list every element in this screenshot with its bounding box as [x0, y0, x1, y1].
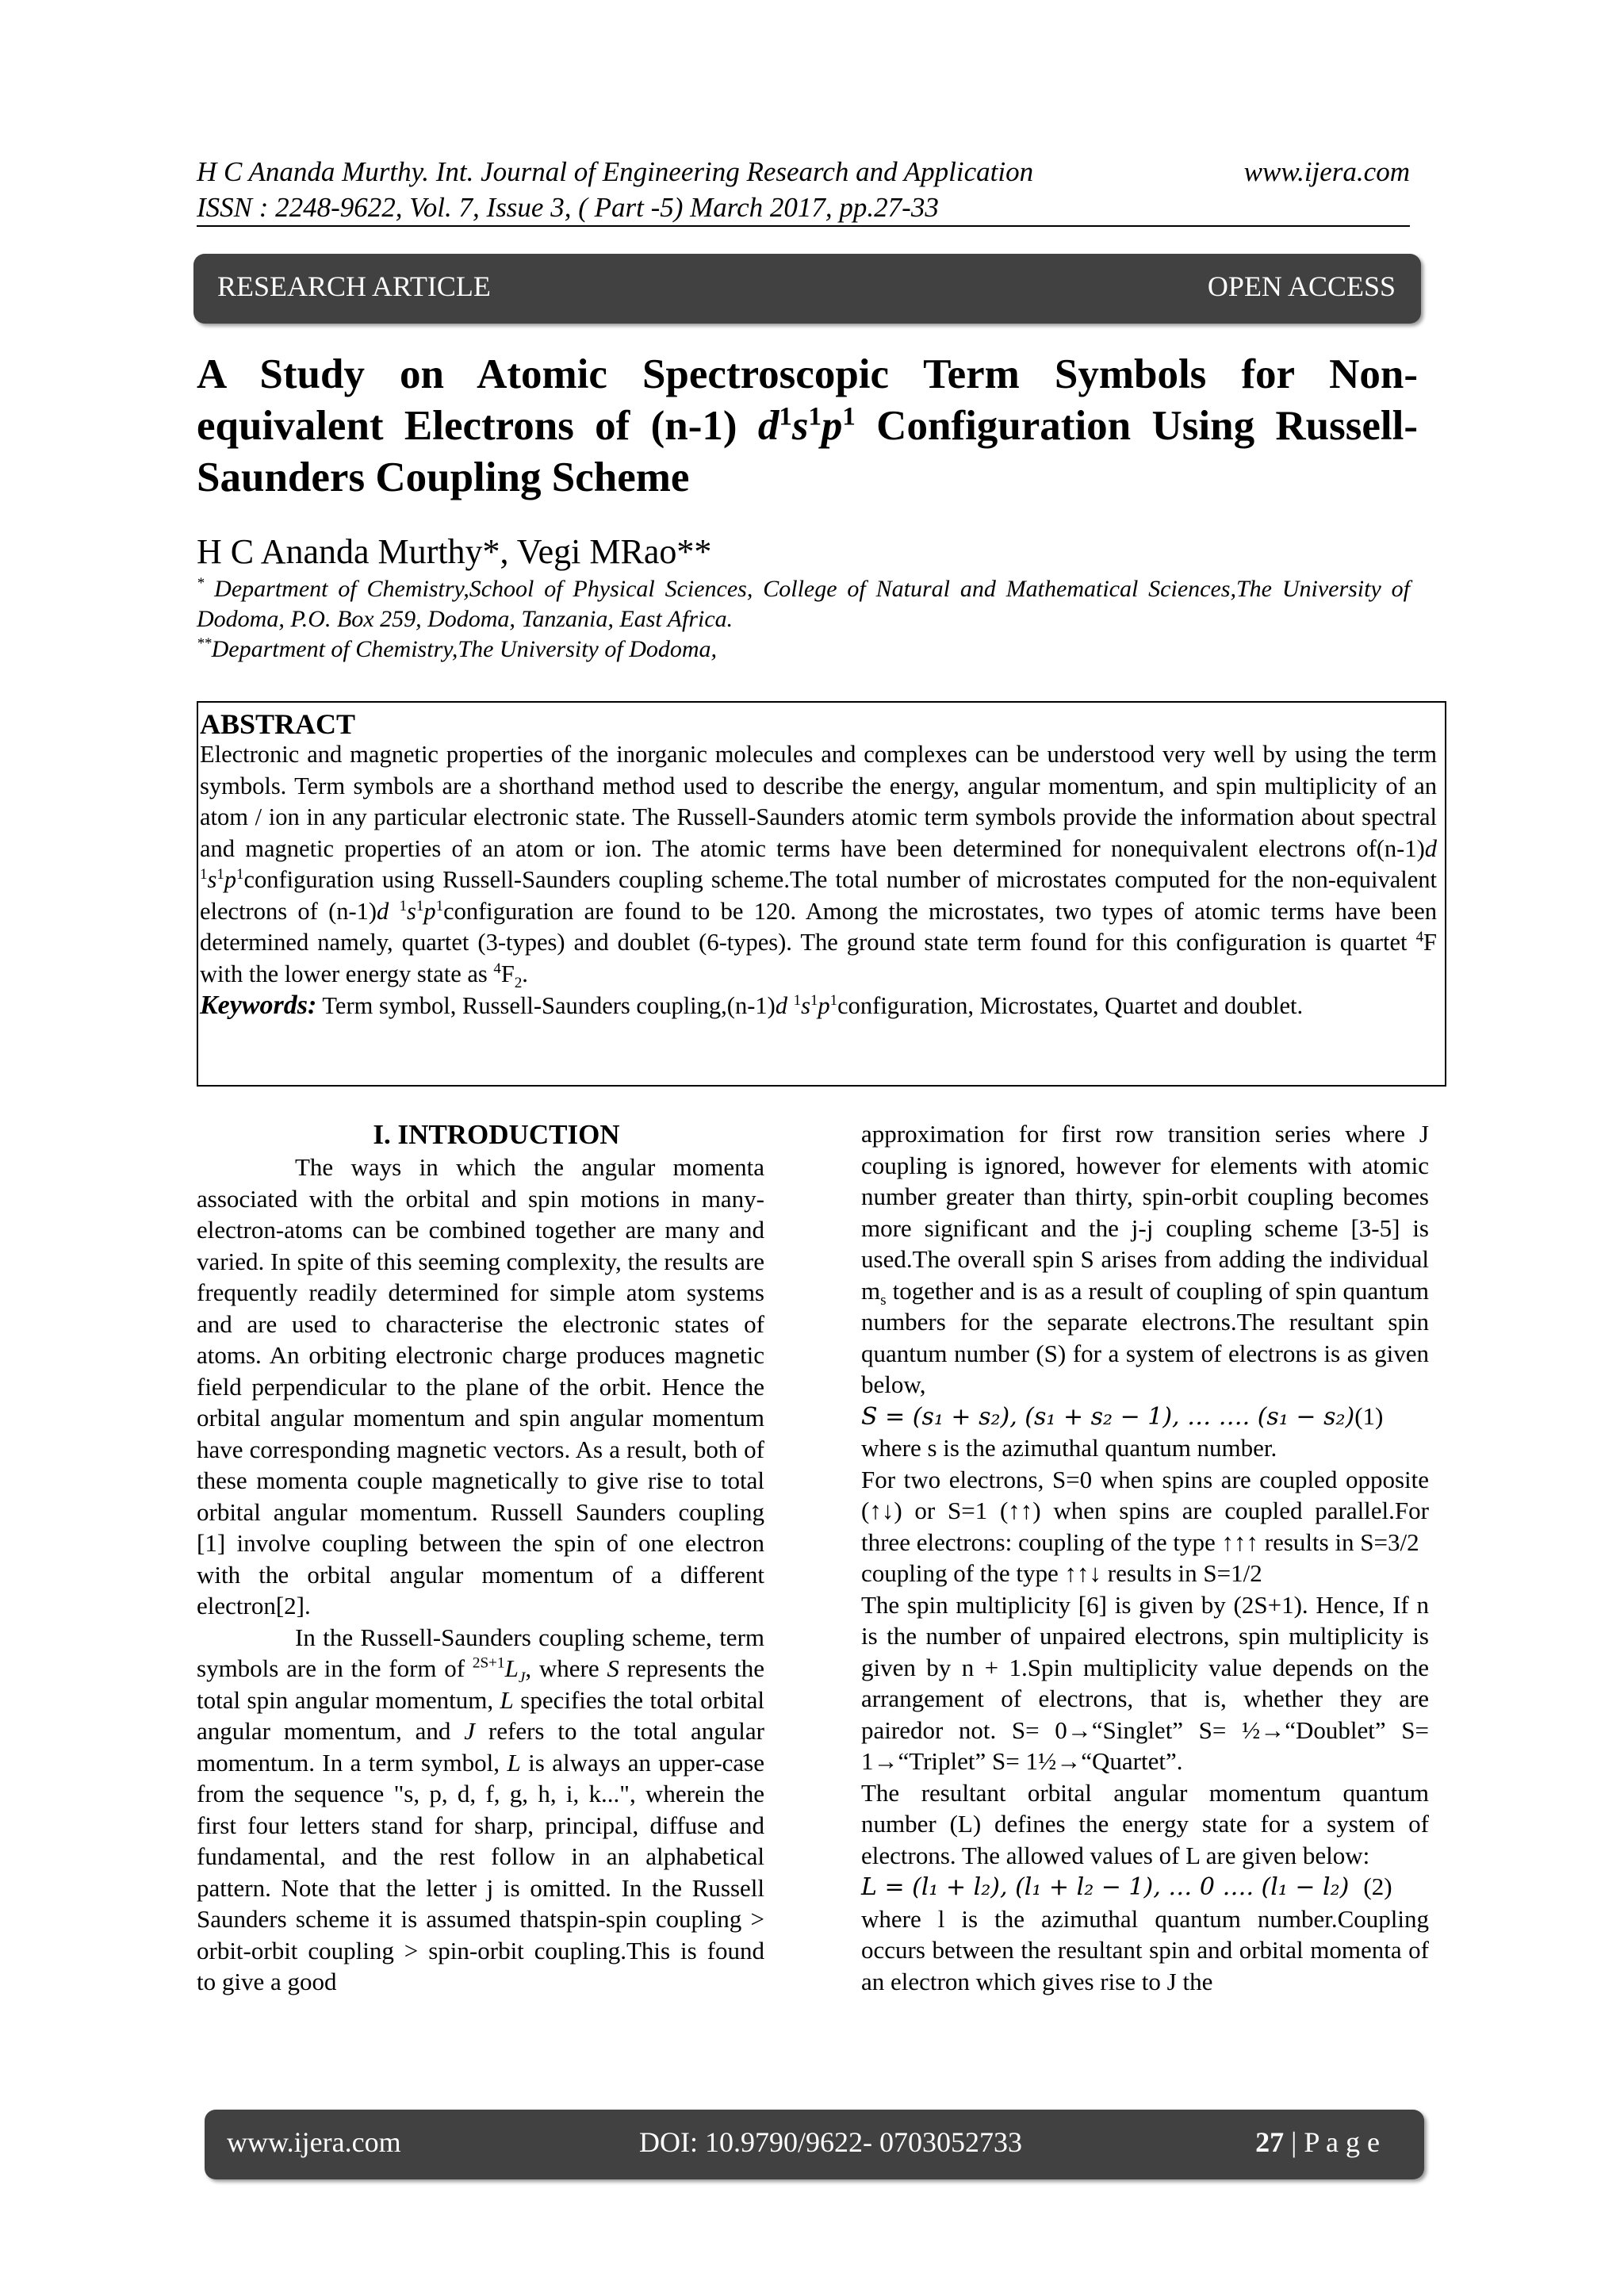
paper-title	[197, 349, 1418, 504]
page-footer	[205, 2110, 1424, 2179]
footer-doi[interactable]: DOI: 10.9790/9622- 0703052733	[639, 2126, 1022, 2158]
keywords: Keywords: Term symbol, Russell-Saunders coupling,(n-1)d $^1s^1p^1configuration$, Microstates, Quartet and doublet.	[200, 991, 1304, 1020]
header-divider	[197, 225, 1410, 227]
footer-website[interactable]: www.ijera.com	[227, 2126, 401, 2158]
title-line-3: Saunders Coupling Scheme	[197, 454, 690, 500]
equation-1-number: (1)	[1354, 1401, 1384, 1430]
title-line-2: equivalent Electrons of (n-1) $d^1s^1p^1$ Configuration Using Russell-	[197, 402, 1419, 449]
abstract-heading: ABSTRACT	[200, 708, 356, 740]
footer-page-number: 27 | P a g e	[1255, 2126, 1380, 2158]
col2-paragraph-3: For two electrons, S=0 when spins are coupled opposite (↑↓) or S=1 (↑↑) when spins are coupled parallel.For three electrons: coupling of the type ↑↑↑ results in S=3/2	[861, 1465, 1429, 1556]
col2-paragraph-4: coupling of the type ↑↑↓ results in S=1/2	[861, 1559, 1262, 1587]
running-header	[197, 154, 1410, 225]
affiliation-1: * Department of Chemistry,School of Physical Sciences, College of Natural and Mathematical Sciences,The University of Dodoma, P.O. Box 259, Dodoma, Tanzania, East Africa.	[197, 575, 1410, 632]
intro-paragraph-2: In the Russell-Saunders coupling scheme, term symbols are in the form of $^{2S+1}L_J$, where S represents the total spin angular momentum, L specifies the total orbital angular momentum, and J refers to the total angular momentum. In a term symbol, L is always an upper-case from the sequence "s, p, d, f, g, h, i, k...", wherein the first four letters stand for sharp, principal, diffuse and fundamental, and the rest follow in an alphabetical pattern. Note that the letter j is omitted. In the Russell Saunders scheme it is assumed thatspin-spin coupling > orbit-orbit coupling > spin-orbit coupling.This is found to give a good	[197, 1623, 764, 1995]
keywords-label: Keywords:	[200, 991, 317, 1020]
col2-paragraph-7: where l is the azimuthal quantum number.Coupling occurs between the resultant spin and orbital momenta of an electron which gives rise to J the	[861, 1904, 1429, 1995]
affiliations	[197, 574, 1410, 665]
title-line-1: A Study on Atomic Spectroscopic Term Symbols for Non-	[197, 351, 1418, 397]
col2-paragraph-1: approximation for first row transition series where J coupling is ignored, however for elements with atomic number greater than thirty, spin-orbit coupling becomes more significant and the j-j coupling scheme [3-5] is used.The overall spin S arises from adding the individual $m_s$ together and is as a result of coupling of spin quantum numbers for the separate electrons.The resultant spin quantum number (S) for a system of electrons is as given below,	[861, 1120, 1429, 1398]
intro-paragraph-1: The ways in which the angular momenta associated with the orbital and spin motions in many-electron-atoms can be combined together are many and varied. In spite of this seeming complexity, the results are frequently readily determined for simple atom systems and are used to characterise the electronic states of atoms. An orbiting electronic charge produces magnetic field perpendicular to the plane of the orbit. Hence the orbital angular momentum and spin angular momentum have corresponding magnetic vectors. As a result, both of these momenta couple magnetically to give rise to total orbital angular momentum. Russell Saunders coupling [1] involve coupling between the spin of one electron with the orbital angular momentum of a different electron[2].	[197, 1153, 764, 1619]
journal-website[interactable]: www.ijera.com	[1243, 156, 1410, 187]
author-list: H C Ananda Murthy*, Vegi MRao**	[197, 532, 712, 571]
col2-paragraph-5: The spin multiplicity [6] is given by (2S+1). Hence, If n is the number of unpaired electrons, spin multiplicity is given by n + 1.Spin multiplicity value depends on the arrangement of electrons, that is, whether they are pairedor not. S= 0→“Singlet” S= ½→“Doublet” S= 1→“Triplet” S= 1½→“Quartet”.	[861, 1590, 1429, 1775]
section-heading-introduction: I. INTRODUCTION	[373, 1119, 620, 1150]
col2-paragraph-6: The resultant orbital angular momentum quantum number (L) defines the energy state for a system of electrons. The allowed values of L are given below:	[861, 1778, 1429, 1869]
article-type-banner	[193, 254, 1421, 324]
equation-2	[861, 1871, 1429, 1903]
abstract-text: Electronic and magnetic properties of the inorganic molecules and complexes can be understood very well by using the term symbols. Term symbols are a shorthand method used to describe the energy, angular momentum, and spin multiplicity of an atom / ion in any particular electronic state. The Russell-Saunders atomic term symbols provide the information about spectral and magnetic properties of an atom or ion. The atomic terms have been determined for nonequivalent electrons of(n-1)d $^1s^1p^1configuration$ using Russell-Saunders coupling scheme.The total number of microstates computed for the non-equivalent electrons of (n-1)d $^1s^1p^1configuration$ are found to be 120. Among the microstates, two types of atomic terms have been determined namely, quartet (3-types) and doublet (6-types). The ground state term found for this configuration is quartet $^4$F with the lower energy state as $^4F_2$.	[200, 741, 1438, 991]
body-column-right	[861, 1118, 1429, 1997]
body-column-left	[197, 1118, 764, 1998]
col2-paragraph-2: where s is the azimuthal quantum number.	[861, 1434, 1277, 1462]
equation-1-formula: S = (s₁ + s₂), (s₁ + s₂ − 1), … …. (s₁ − s₂)	[861, 1402, 1355, 1431]
equation-2-formula: L = (l₁ + l₂), (l₁ + l₂ − 1), … 0 …. (l₁ − l₂)	[861, 1873, 1350, 1901]
journal-line: H C Ananda Murthy. Int. Journal of Engineering Research and Application	[197, 156, 1034, 187]
equation-1	[861, 1401, 1429, 1433]
abstract-box	[197, 701, 1446, 1087]
research-article-label: RESEARCH ARTICLE	[217, 270, 491, 302]
open-access-label: OPEN ACCESS	[1207, 270, 1396, 302]
equation-2-number: (2)	[1363, 1872, 1392, 1900]
issn-line: ISSN : 2248-9622, Vol. 7, Issue 3, ( Part -5) March 2017, pp.27-33	[197, 192, 939, 223]
affiliation-2: **Department of Chemistry,The University of Dodoma,	[197, 635, 718, 662]
